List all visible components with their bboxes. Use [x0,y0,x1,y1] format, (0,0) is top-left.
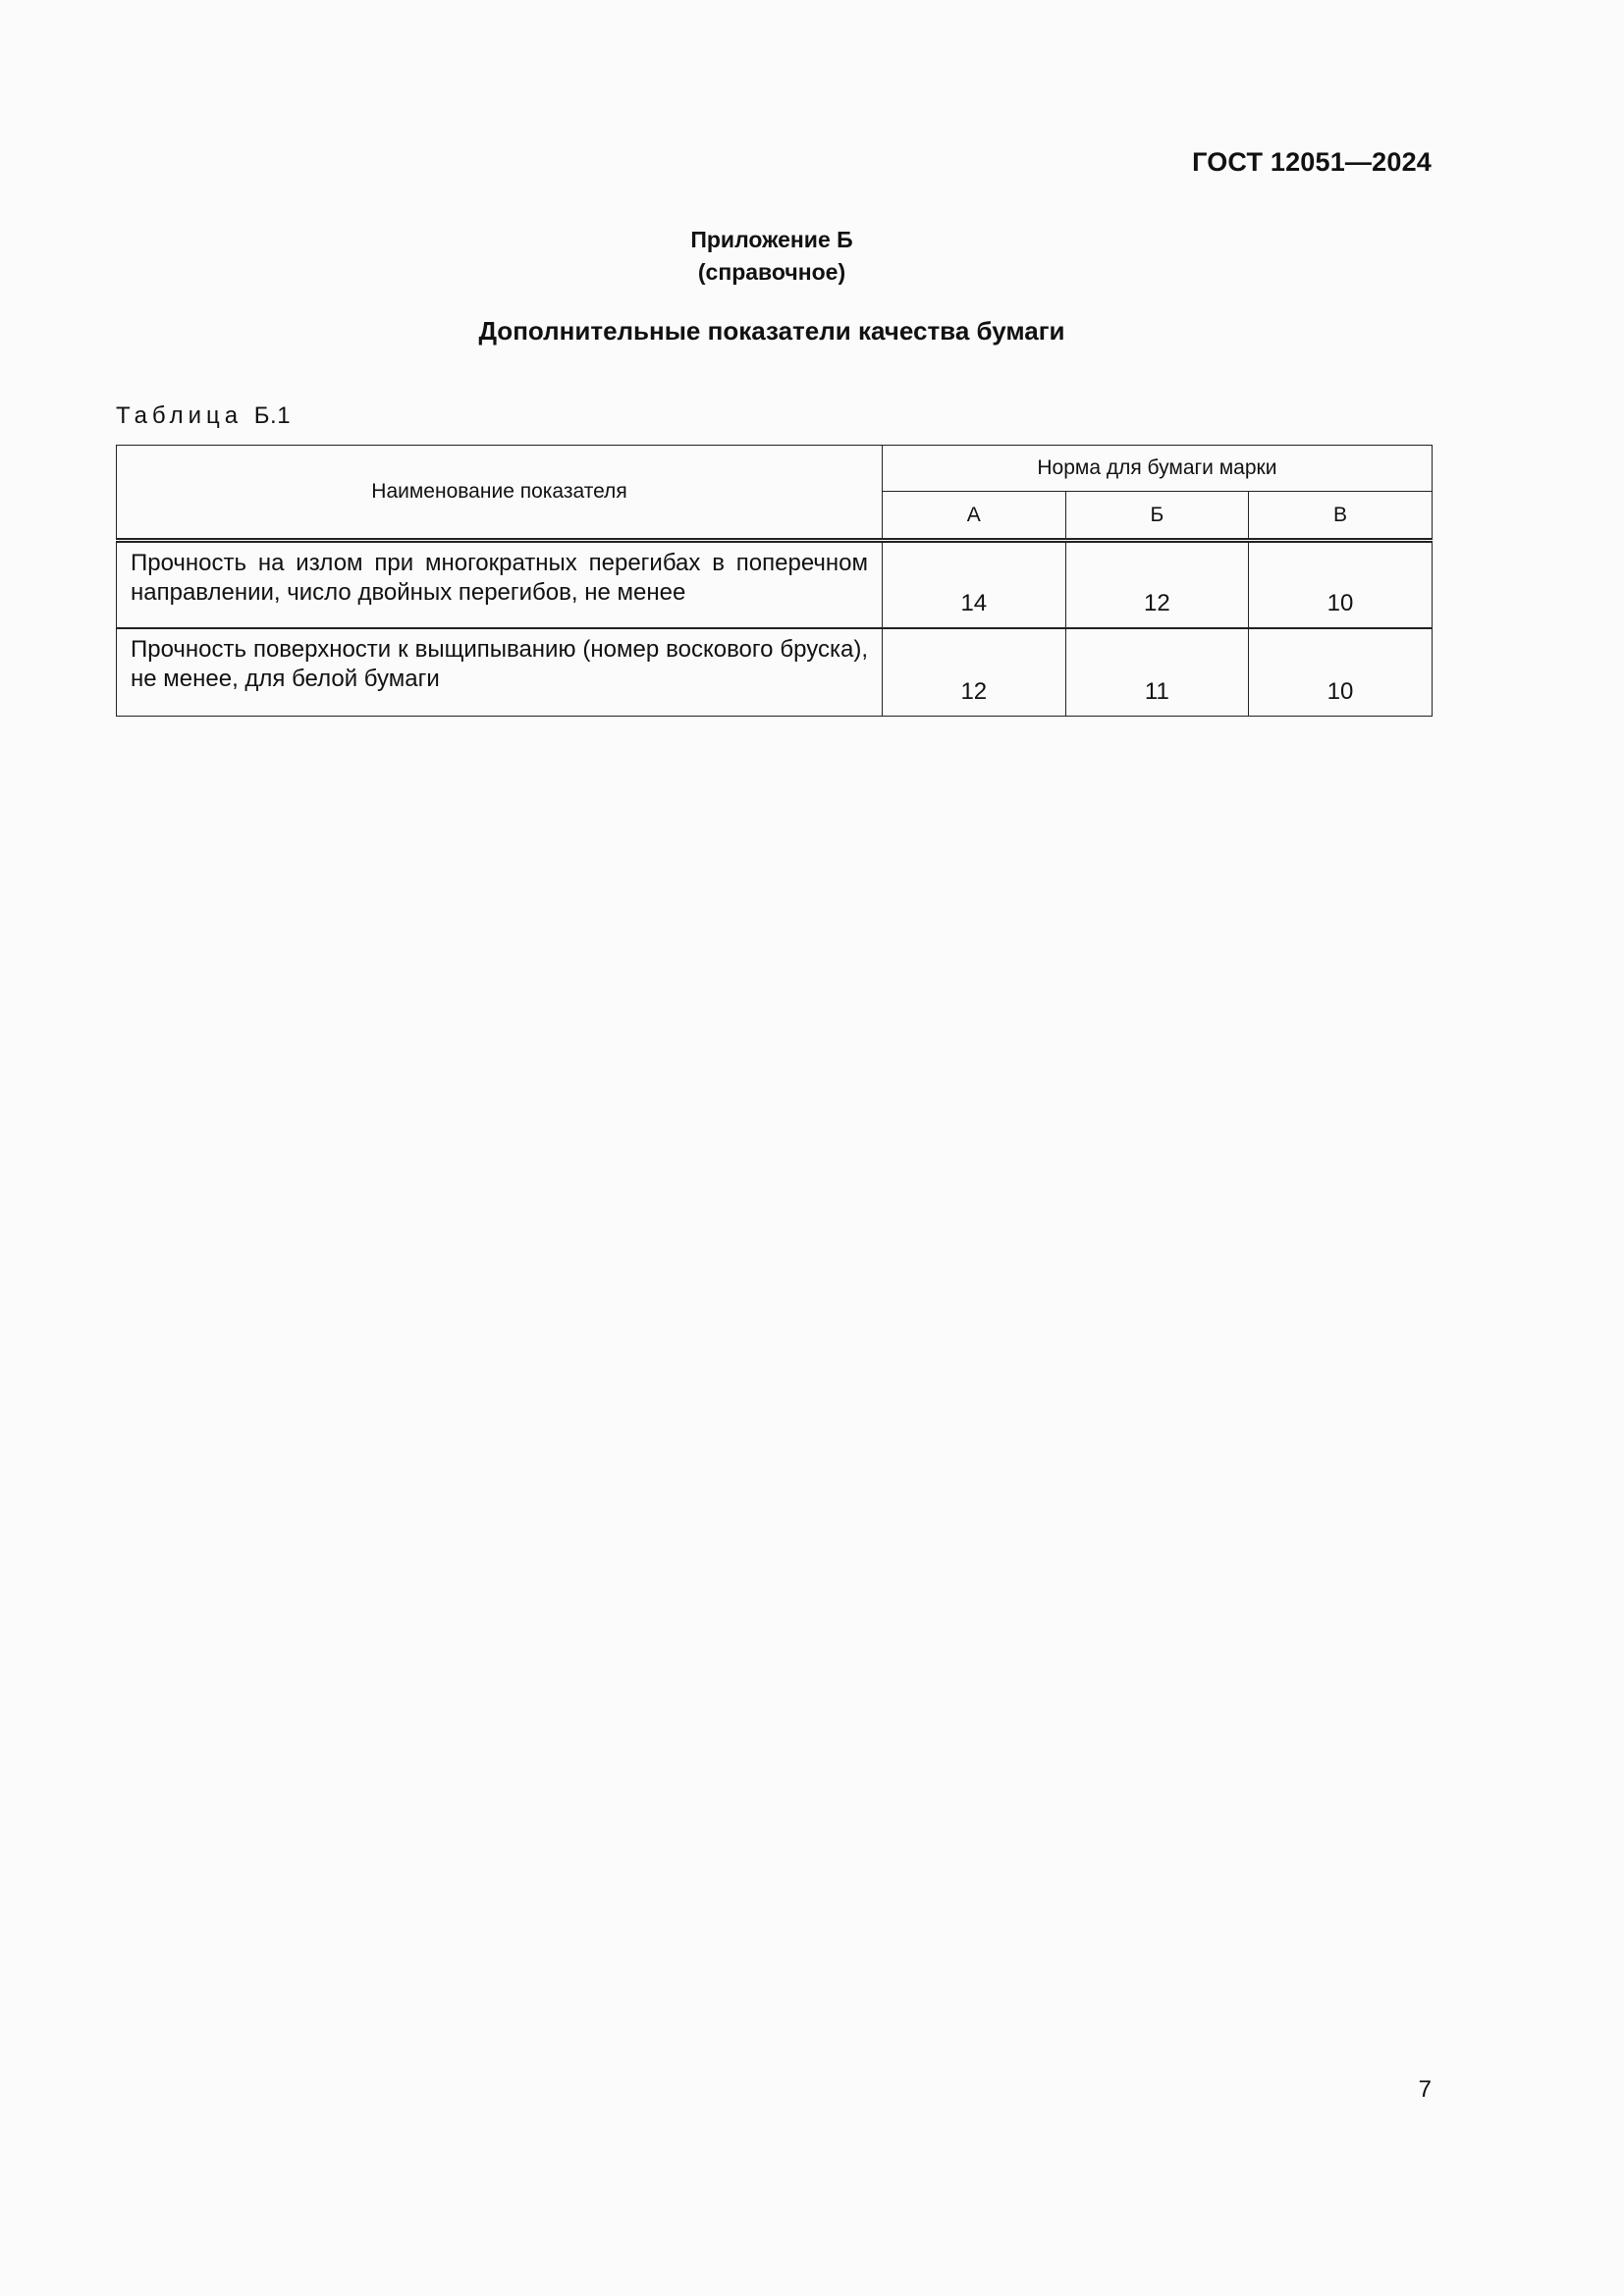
table-body [117,541,1433,717]
value-grade-v: 10 [1249,541,1433,629]
table-row [117,541,1433,629]
document-code: ГОСТ 12051—2024 [1192,147,1432,177]
column-header-grade-a: А [883,492,1066,541]
appendix-subtitle: (справочное) [697,259,846,285]
table-header [117,446,1433,541]
column-header-grade-v: В [1249,492,1433,541]
value-grade-b: 11 [1065,628,1249,717]
table-caption-label: Таблица [116,402,244,429]
value-grade-b: 12 [1065,541,1249,629]
appendix-title: Приложение Б [690,227,853,252]
section-title: Дополнительные показатели качества бумаги [478,316,1065,346]
value-grade-a: 14 [883,541,1066,629]
table-caption [116,402,291,430]
value-grade-v: 10 [1249,628,1433,717]
table-row [117,628,1433,717]
column-header-indicator: Наименование показателя [117,446,883,541]
indicator-name: Прочность поверхности к выщипыванию (номер воскового бруска), не менее, для белой бумаги [117,628,883,717]
indicator-name: Прочность на излом при многократных перегибах в поперечном направлении, число двойных перегибов, не менее [117,541,883,629]
quality-table [116,445,1433,717]
table-caption-number: Б.1 [253,402,292,429]
value-grade-a: 12 [883,628,1066,717]
column-header-grade-b: Б [1065,492,1249,541]
column-group-header-norm: Норма для бумаги марки [883,446,1433,492]
page-number: 7 [1418,2076,1432,2103]
appendix-heading [0,224,1543,289]
